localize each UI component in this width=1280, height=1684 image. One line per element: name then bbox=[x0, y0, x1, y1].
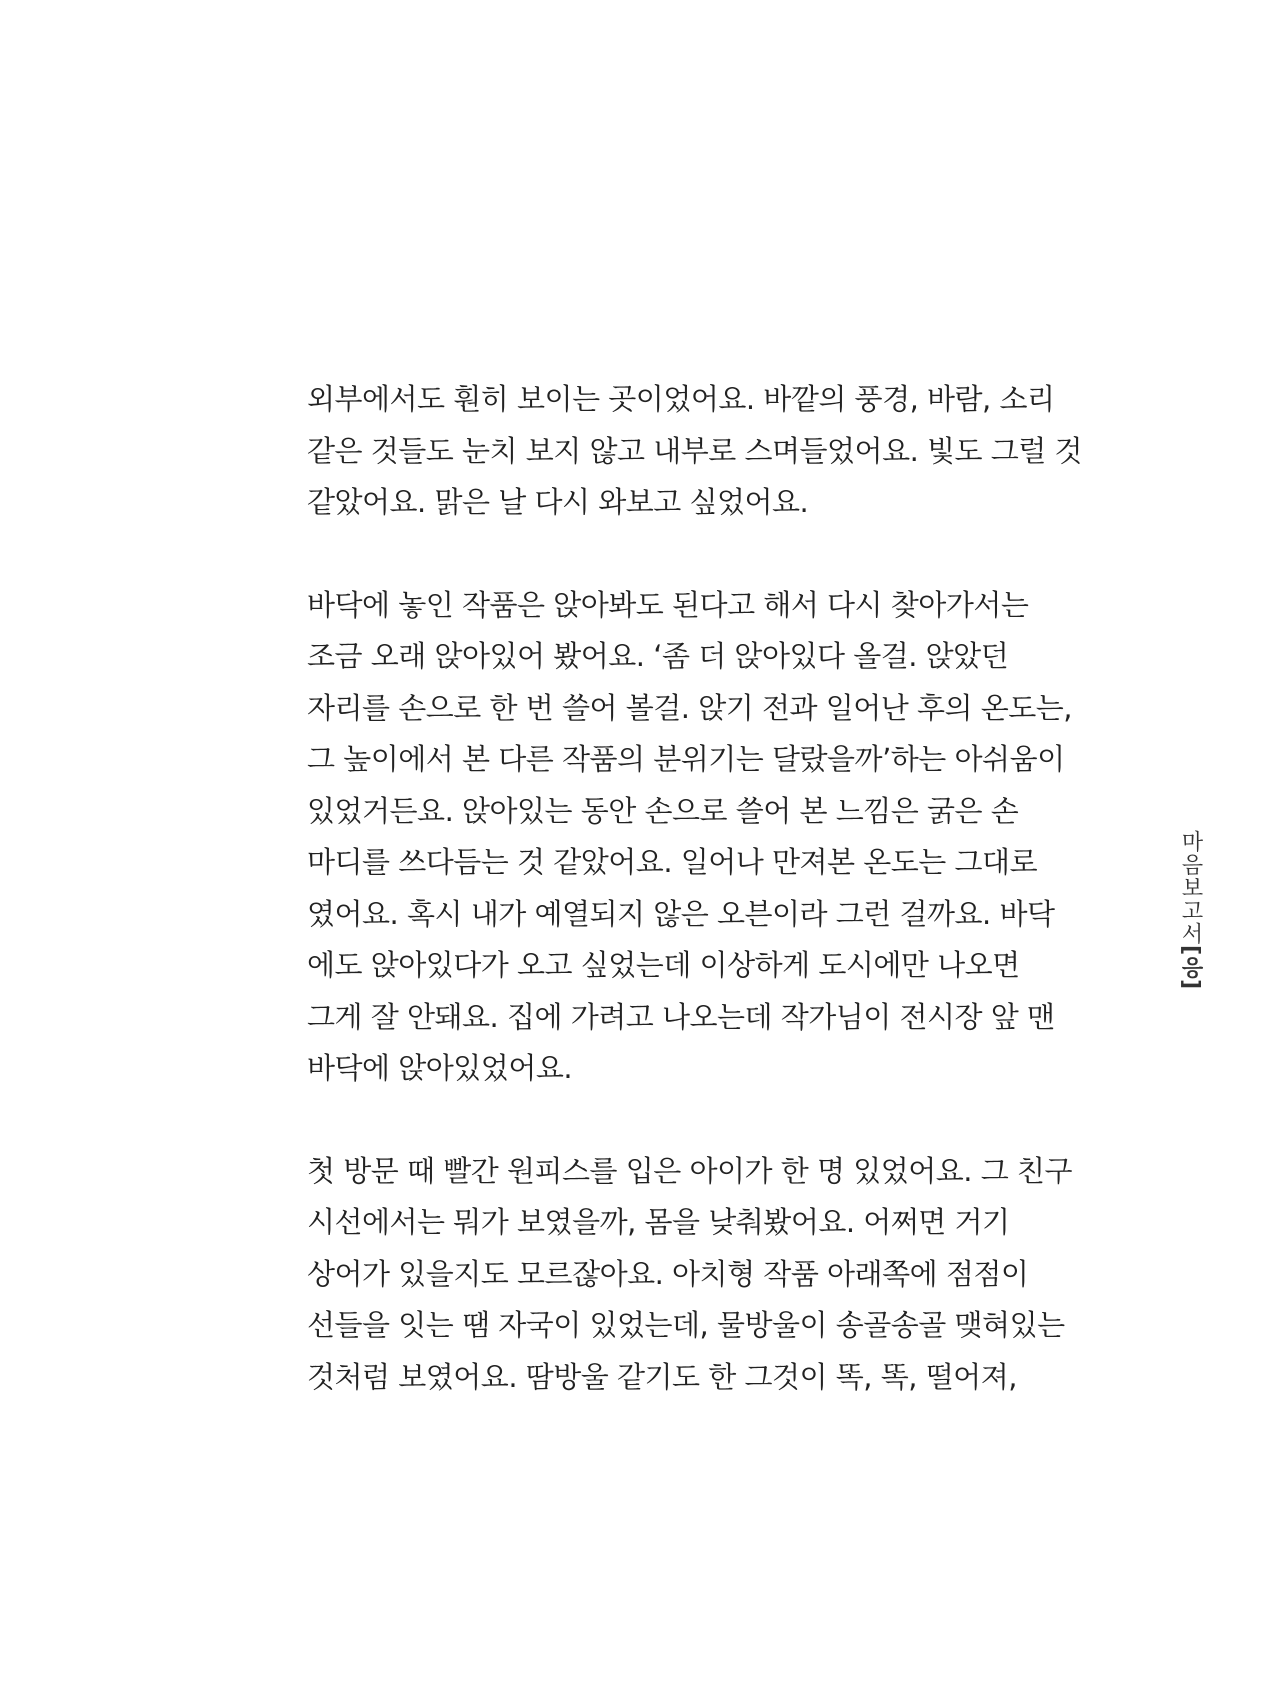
text-line: 마디를 쓰다듬는 것 같았어요. 일어나 만져본 온도는 그대로 bbox=[307, 845, 1038, 879]
text-line: 같았어요. 맑은 날 다시 와보고 싶었어요. bbox=[307, 485, 809, 519]
text-line: 였어요. 혹시 내가 예열되지 않은 오븐이라 그런 걸까요. 바닥 bbox=[307, 896, 1055, 931]
text-line: 그 높이에서 본 다른 작품의 분위기는 달랐을까’하는 아쉬움이 bbox=[307, 742, 1065, 776]
text-line: 자리를 손으로 한 번 쓸어 볼걸. 앉기 전과 일어난 후의 온도는, bbox=[307, 690, 1072, 725]
text-line: 에도 앉아있다가 오고 싶었는데 이상하게 도시에만 나오면 bbox=[307, 948, 1020, 982]
text-line: 바닥에 앉아있었어요. bbox=[307, 1051, 573, 1085]
side-section-label bbox=[1172, 830, 1208, 991]
paragraph-3 bbox=[307, 1146, 1072, 1404]
side-label-text bbox=[1172, 830, 1208, 990]
paragraph-2 bbox=[307, 580, 1072, 1095]
text-line: 것처럼 보였어요. 땀방울 같기도 한 그것이 똑, 똑, 떨어져, bbox=[307, 1359, 1017, 1394]
text-line: 있었거든요. 앉아있는 동안 손으로 쓸어 본 느낌은 굵은 손 bbox=[307, 793, 1019, 828]
text-line: 바닥에 놓인 작품은 앉아봐도 된다고 해서 다시 찾아가서는 bbox=[307, 587, 1029, 622]
text-line: 같은 것들도 눈치 보지 않고 내부로 스며들었어요. 빛도 그럴 것 bbox=[307, 433, 1083, 468]
text-line: 외부에서도 훤히 보이는 곳이었어요. 바깥의 풍경, 바람, 소리 bbox=[307, 382, 1055, 416]
side-label-bracket-close: ] bbox=[1178, 979, 1203, 991]
text-line: 조금 오래 앉아있어 봤어요. ‘좀 더 앉아있다 올걸. 앉았던 bbox=[307, 639, 1009, 673]
side-label-title: 마음보고서 bbox=[1178, 830, 1203, 945]
side-label-bracket-open: [ bbox=[1178, 945, 1203, 957]
text-line: 선들을 잇는 땜 자국이 있었는데, 물방울이 송골송골 맺혀있는 bbox=[307, 1308, 1065, 1342]
paragraph-1 bbox=[307, 374, 1083, 529]
text-line: 첫 방문 때 빨간 원피스를 입은 아이가 한 명 있었어요. 그 친구 bbox=[307, 1153, 1072, 1188]
text-line: 그게 잘 안돼요. 집에 가려고 나오는데 작가님이 전시장 앞 맨 bbox=[307, 999, 1055, 1034]
text-line: 상어가 있을지도 모르잖아요. 아치형 작품 아래쪽에 점점이 bbox=[307, 1256, 1029, 1291]
text-line: 시선에서는 뭐가 보였을까, 몸을 낮춰봤어요. 어쩌면 거기 bbox=[307, 1205, 1010, 1239]
body-text bbox=[307, 374, 1083, 1403]
side-label-strong: 응 bbox=[1178, 956, 1203, 980]
